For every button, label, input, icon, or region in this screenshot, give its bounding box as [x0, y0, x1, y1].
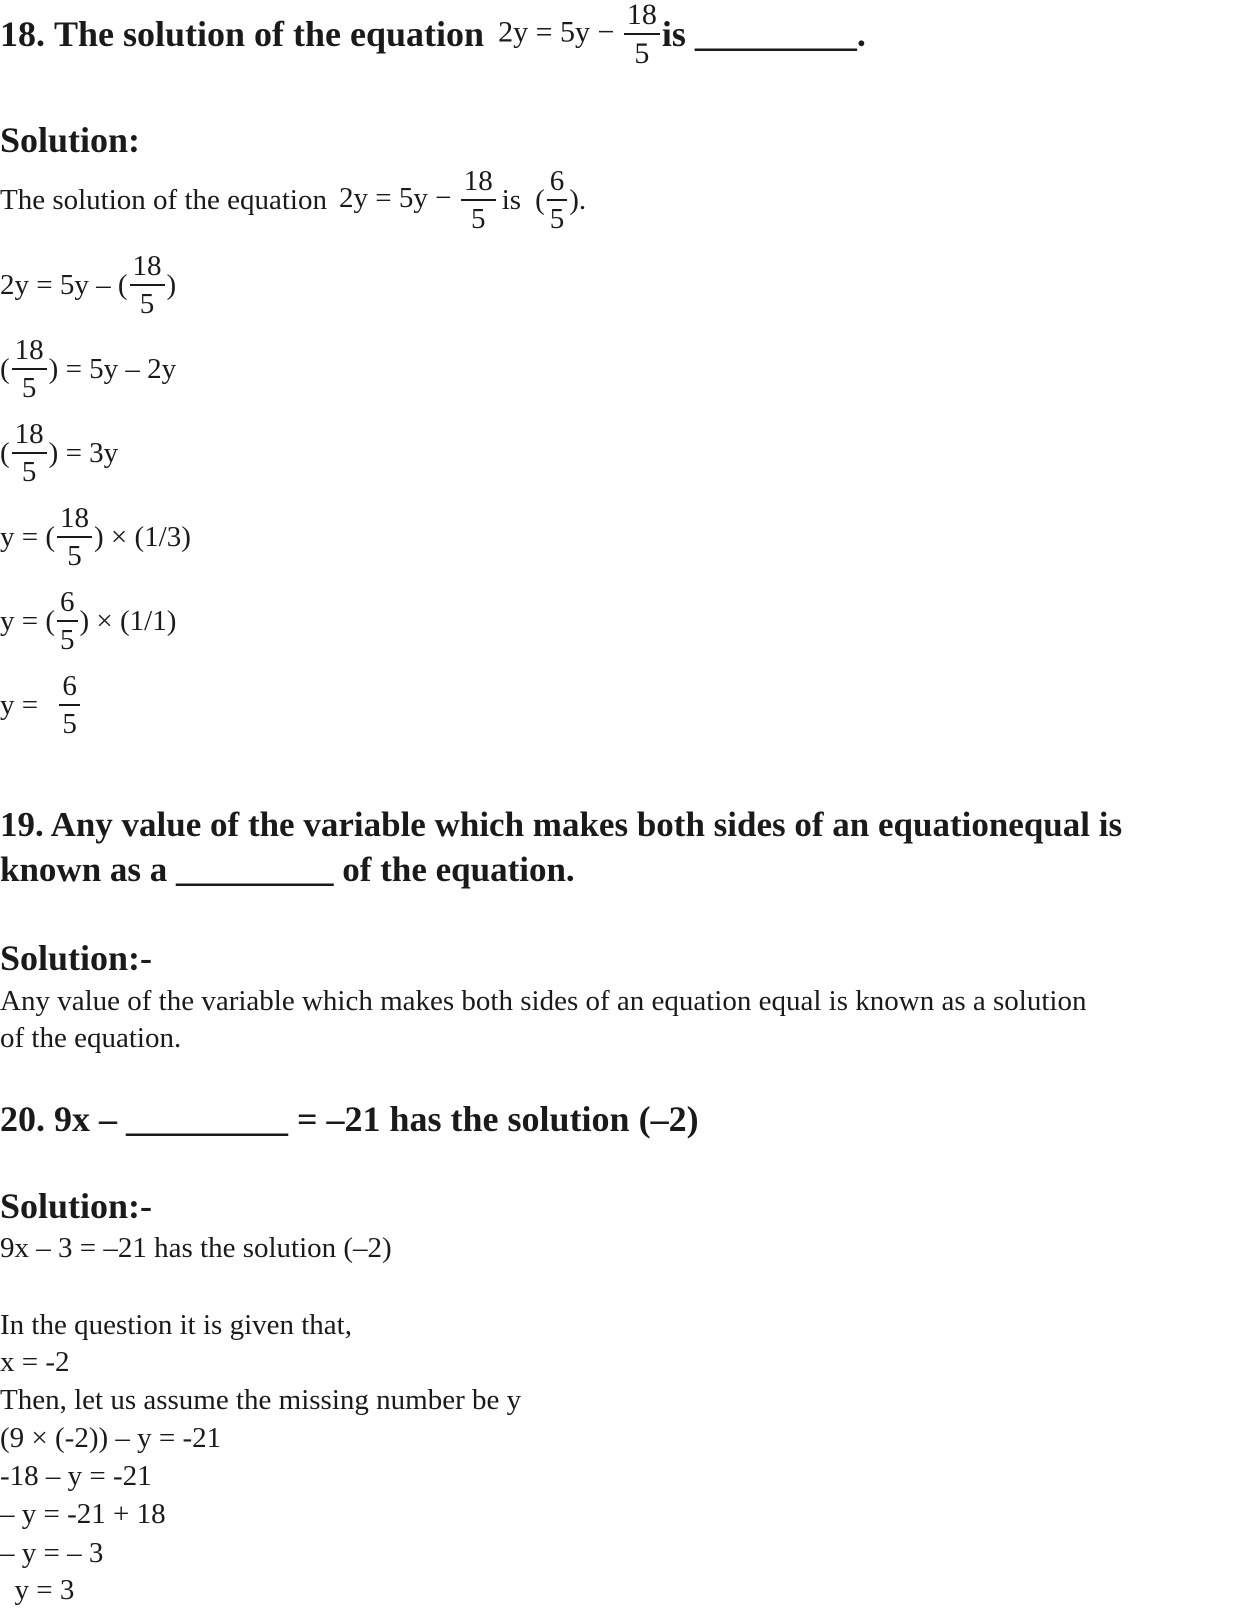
solution-20-line: x = -2 — [0, 1346, 70, 1378]
denominator: 5 — [67, 539, 82, 572]
fraction — [130, 249, 165, 320]
fraction — [12, 417, 47, 488]
solution-20-line: Then, let us assume the missing number be y — [0, 1384, 522, 1416]
step-pre: y = ( — [0, 520, 56, 553]
step-post: ) × (1/1) — [79, 604, 177, 637]
fraction — [57, 501, 92, 572]
equation-left: 2y = 5y − — [498, 14, 615, 48]
solution-heading: Solution:- — [0, 1186, 153, 1226]
equation-left: 2y = 5y − — [339, 181, 452, 214]
fraction — [57, 585, 78, 656]
step-6 — [0, 669, 82, 740]
question-text: The solution of the equation — [54, 14, 485, 54]
question-19-line-1: 19. Any value of the variable which makes both sides of an equationequal is — [0, 805, 1123, 844]
numerator: 18 — [12, 420, 47, 454]
solution-20-line: -18 – y = -21 — [0, 1460, 152, 1492]
numerator: 18 — [461, 167, 496, 201]
question-number: 18. — [0, 14, 45, 54]
step-2 — [0, 333, 177, 404]
step-pre: 2y = 5y – ( — [0, 268, 128, 301]
answer-open: ( — [535, 183, 545, 216]
fraction — [624, 0, 660, 69]
numerator: 6 — [59, 672, 80, 706]
denominator: 5 — [470, 202, 486, 235]
question-20: 20. 9x – _________ = –21 has the solution (–2) — [0, 1099, 699, 1139]
fraction — [12, 333, 47, 404]
question-18 — [0, 0, 866, 70]
equation — [498, 0, 662, 69]
solution-20-line: In the question it is given that, — [0, 1309, 352, 1341]
numerator: 18 — [57, 504, 92, 538]
numerator: 6 — [547, 167, 568, 201]
solution-19-line-2: of the equation. — [0, 1022, 182, 1054]
question-suffix: is _________. — [661, 14, 866, 54]
numerator: 6 — [57, 588, 78, 622]
numerator: 18 — [12, 336, 47, 370]
is-word: is — [501, 183, 522, 216]
fraction — [461, 164, 496, 235]
numerator: 18 — [130, 252, 165, 286]
solution-statement — [0, 164, 587, 235]
step-post: ) × (1/3) — [94, 520, 191, 553]
step-3 — [0, 417, 119, 488]
step-1 — [0, 249, 177, 320]
statement-text: The solution of the equation — [0, 183, 327, 216]
denominator: 5 — [634, 36, 650, 70]
denominator: 5 — [549, 202, 565, 235]
denominator: 5 — [60, 623, 75, 656]
denominator: 5 — [21, 455, 37, 488]
solution-heading: Solution:- — [0, 938, 153, 978]
question-19-line-2: known as a _________ of the equation. — [0, 850, 575, 889]
solution-20-line: – y = -21 + 18 — [0, 1498, 166, 1530]
numerator: 18 — [624, 0, 660, 35]
solution-20-line: (9 × (-2)) – y = -21 — [0, 1422, 222, 1454]
step-pre: y = — [0, 688, 46, 721]
denominator: 5 — [139, 287, 155, 320]
fraction — [59, 669, 80, 740]
step-5 — [0, 585, 177, 656]
solution-heading: Solution: — [0, 120, 141, 160]
solution-19-line-1: Any value of the variable which makes both sides of an equation equal is known as a solution — [0, 985, 1087, 1017]
step-pre: ( — [0, 352, 10, 385]
solution-20-line: – y = – 3 — [0, 1537, 104, 1569]
statement-equation — [339, 164, 498, 235]
step-post: ) — [166, 268, 177, 301]
step-post: ) = 3y — [48, 436, 119, 469]
solution-20-line: y = 3 — [0, 1574, 75, 1606]
step-pre: ( — [0, 436, 10, 469]
step-4 — [0, 501, 191, 572]
answer-close: ). — [569, 183, 587, 216]
answer-fraction — [547, 164, 568, 235]
step-post: ) = 5y – 2y — [48, 352, 177, 385]
step-pre: y = ( — [0, 604, 56, 637]
denominator: 5 — [21, 371, 37, 404]
solution-20-answer: 9x – 3 = –21 has the solution (–2) — [0, 1232, 392, 1264]
denominator: 5 — [62, 707, 77, 740]
